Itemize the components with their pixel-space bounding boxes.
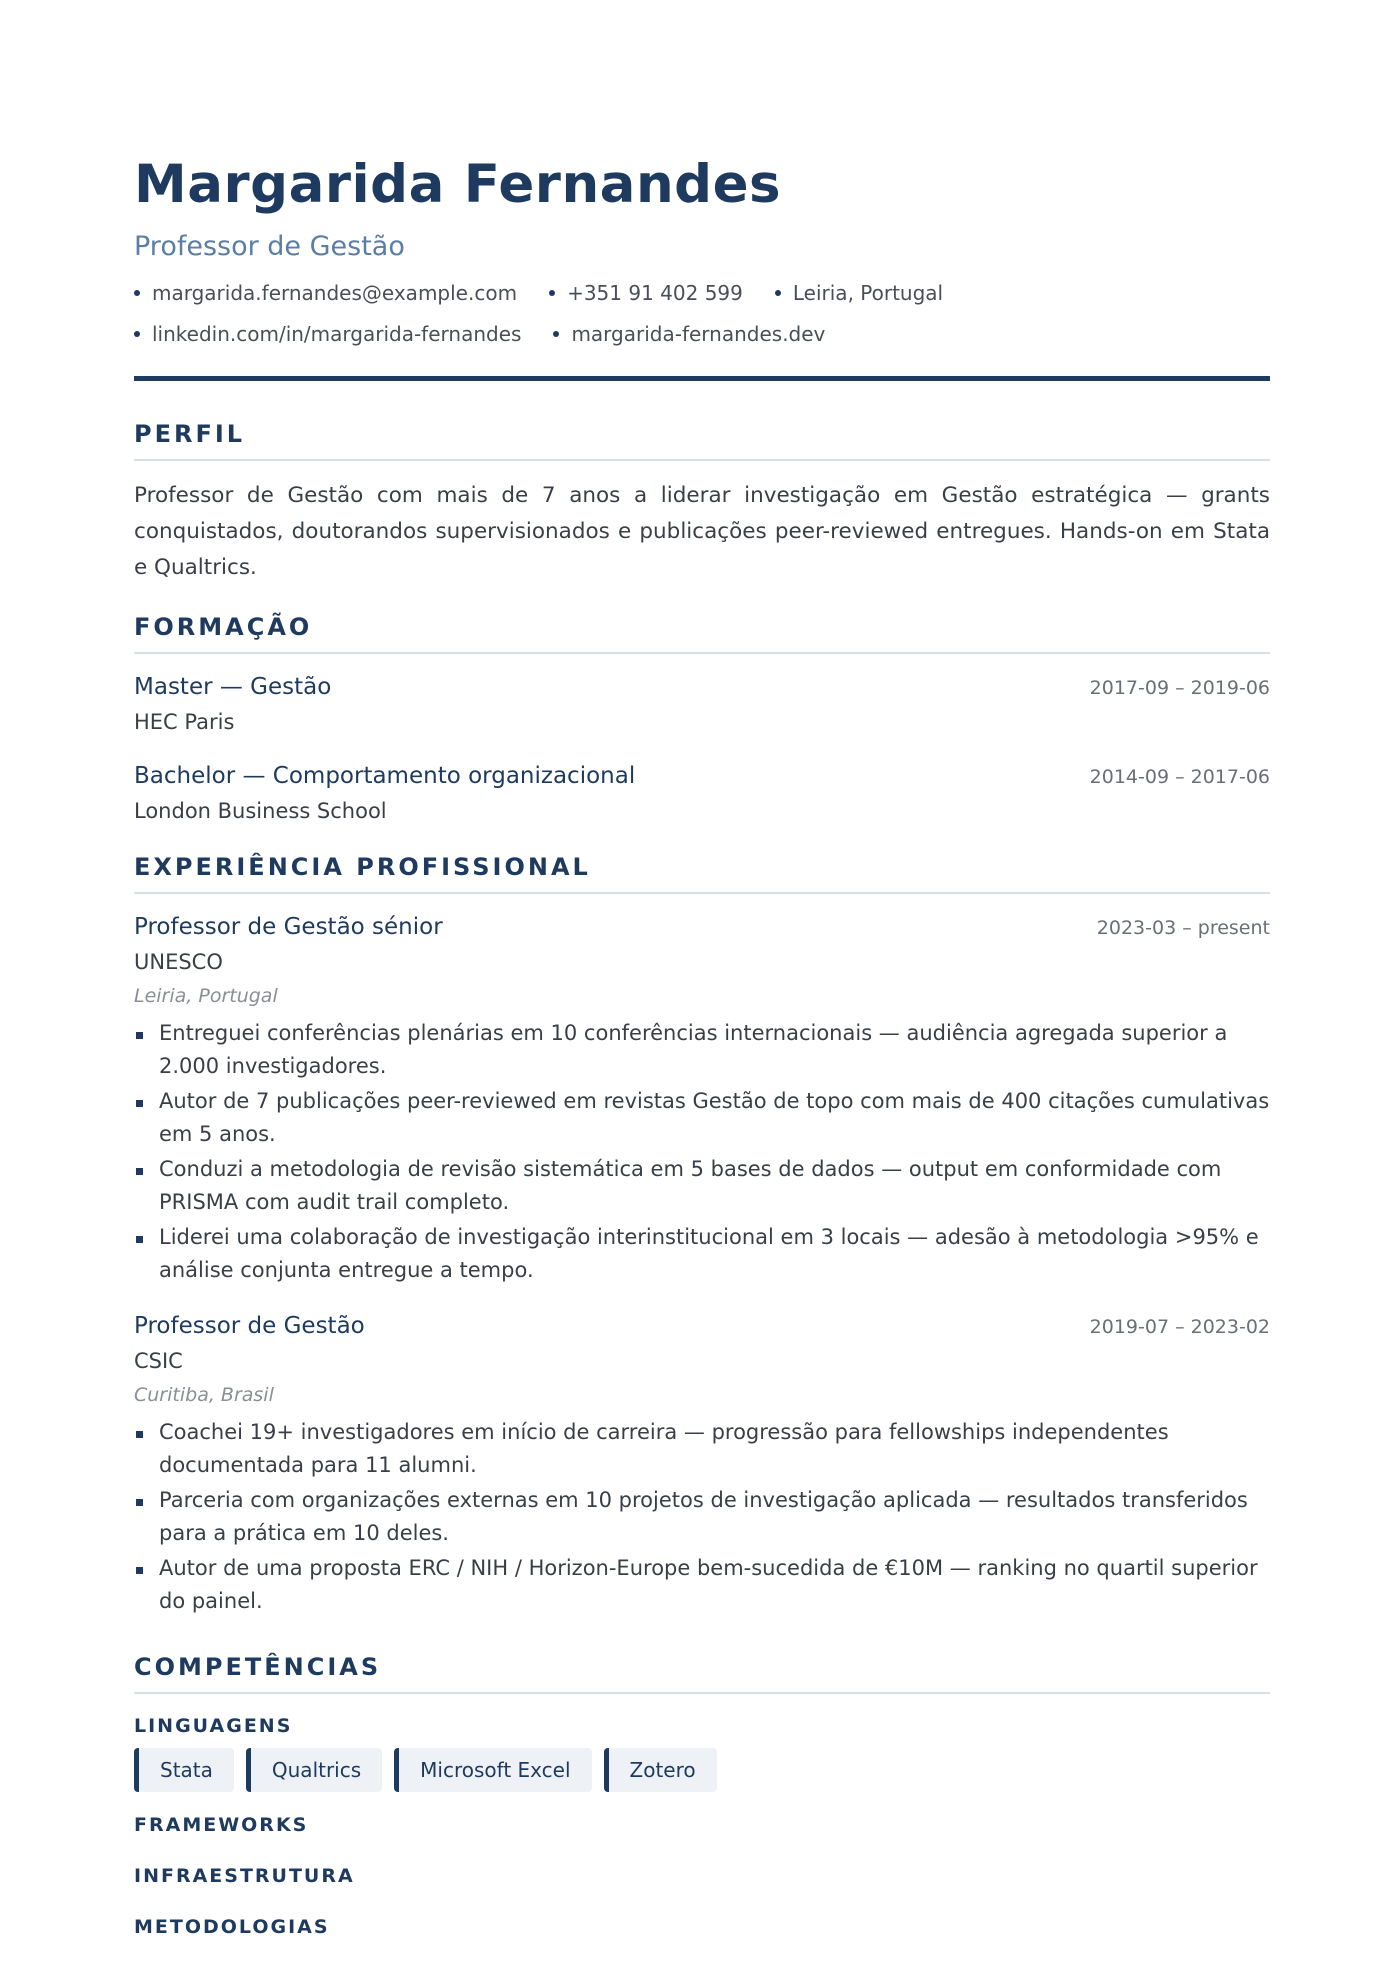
skill-group-languages: LINGUAGENS (134, 1715, 293, 1737)
contact-email-text: margarida.fernandes@example.com (152, 281, 518, 305)
job-organization: CSIC (134, 1349, 183, 1373)
bullet-dot-icon (134, 331, 140, 337)
skill-tag: Microsoft Excel (394, 1748, 591, 1792)
education-entry-head (134, 670, 1270, 704)
skill-group-frameworks: FRAMEWORKS (134, 1814, 309, 1836)
job-location: Curitiba, Brasil (134, 1384, 274, 1406)
skill-tags (134, 1748, 1270, 1792)
achievement-item: Conduzi a metodologia de revisão sistemática em 5 bases de dados — output em conformidade com PRISMA com audit trail completo. (134, 1153, 1270, 1219)
skill-group-infrastructure: INFRAESTRUTURA (134, 1865, 355, 1887)
achievement-item: Parceria com organizações externas em 10 projetos de investigação aplicada — resultados transferidos para a prática em 10 deles. (134, 1484, 1270, 1550)
resume-content (134, 150, 1270, 1939)
achievement-item: Coachei 19+ investigadores em início de carreira — progressão para fellowships independentes documentada para 11 alumni. (134, 1416, 1270, 1482)
education-degree: Bachelor — Comportamento organizacional (134, 763, 636, 789)
profile-summary: Professor de Gestão com mais de 7 anos a liderar investigação em Gestão estratégica — grants conquistados, doutorandos supervisionados e publicações peer-reviewed entregues. Hands-on em Stata e Qualtrics. (134, 483, 1270, 580)
section-title-experience: EXPERIÊNCIA PROFISSIONAL (134, 852, 1270, 894)
skill-tag: Stata (134, 1748, 234, 1792)
job-achievements (134, 1017, 1270, 1287)
header-divider (134, 376, 1270, 381)
experience-entry (134, 1309, 1270, 1618)
section-title-profile: PERFIL (134, 419, 1270, 461)
contact-location (775, 280, 943, 306)
achievement-item: Entreguei conferências plenárias em 10 conferências internacionais — audiência agregada superior a 2.000 investigadores. (134, 1017, 1270, 1083)
bullet-dot-icon (553, 331, 559, 337)
job-achievements (134, 1416, 1270, 1618)
education-dates: 2017-09 – 2019-06 (1089, 677, 1270, 699)
experience-entry-head (134, 910, 1270, 944)
education-school: HEC Paris (134, 710, 235, 734)
contact-linkedin-text: linkedin.com/in/margarida-fernandes (152, 322, 522, 346)
education-entry (134, 759, 1270, 826)
skill-tag: Zotero (604, 1748, 717, 1792)
candidate-name: Margarida Fernandes (134, 154, 782, 215)
achievement-item: Autor de uma proposta ERC / NIH / Horizon-Europe bem-sucedida de €10M — ranking no quartil superior do painel. (134, 1552, 1270, 1618)
skill-tag: Qualtrics (246, 1748, 382, 1792)
bullet-dot-icon (549, 290, 555, 296)
achievement-item: Autor de 7 publicações peer-reviewed em revistas Gestão de topo com mais de 400 citações cumulativas em 5 anos. (134, 1085, 1270, 1151)
education-school: London Business School (134, 799, 387, 823)
contact-row-1 (134, 280, 1270, 306)
skill-group-methodologies: METODOLOGIAS (134, 1916, 330, 1938)
achievement-item: Liderei uma colaboração de investigação interinstitucional em 3 locais — adesão à metodologia >95% e análise conjunta entregue a tempo. (134, 1221, 1270, 1287)
contact-row-2 (134, 321, 1270, 347)
contact-website-text: margarida-fernandes.dev (571, 322, 826, 346)
contact-website[interactable] (553, 321, 825, 347)
bullet-dot-icon (134, 290, 140, 296)
contact-email[interactable] (134, 280, 517, 306)
candidate-role: Professor de Gestão (134, 231, 405, 262)
contact-location-text: Leiria, Portugal (792, 281, 944, 305)
job-dates: 2019-07 – 2023-02 (1089, 1316, 1270, 1338)
job-title: Professor de Gestão sénior (134, 914, 443, 940)
contact-phone[interactable] (549, 280, 743, 306)
bullet-dot-icon (775, 290, 781, 296)
section-title-skills: COMPETÊNCIAS (134, 1652, 1270, 1694)
education-entry-head (134, 759, 1270, 793)
experience-entry (134, 910, 1270, 1287)
contact-phone-text: +351 91 402 599 (567, 281, 743, 305)
contact-linkedin[interactable] (134, 321, 521, 347)
experience-entry-head (134, 1309, 1270, 1343)
education-dates: 2014-09 – 2017-06 (1089, 766, 1270, 788)
education-degree: Master — Gestão (134, 674, 332, 700)
job-title: Professor de Gestão (134, 1313, 365, 1339)
section-title-education: FORMAÇÃO (134, 612, 1270, 654)
job-organization: UNESCO (134, 950, 223, 974)
job-dates: 2023-03 – present (1096, 917, 1270, 939)
education-entry (134, 670, 1270, 737)
job-location: Leiria, Portugal (134, 985, 278, 1007)
